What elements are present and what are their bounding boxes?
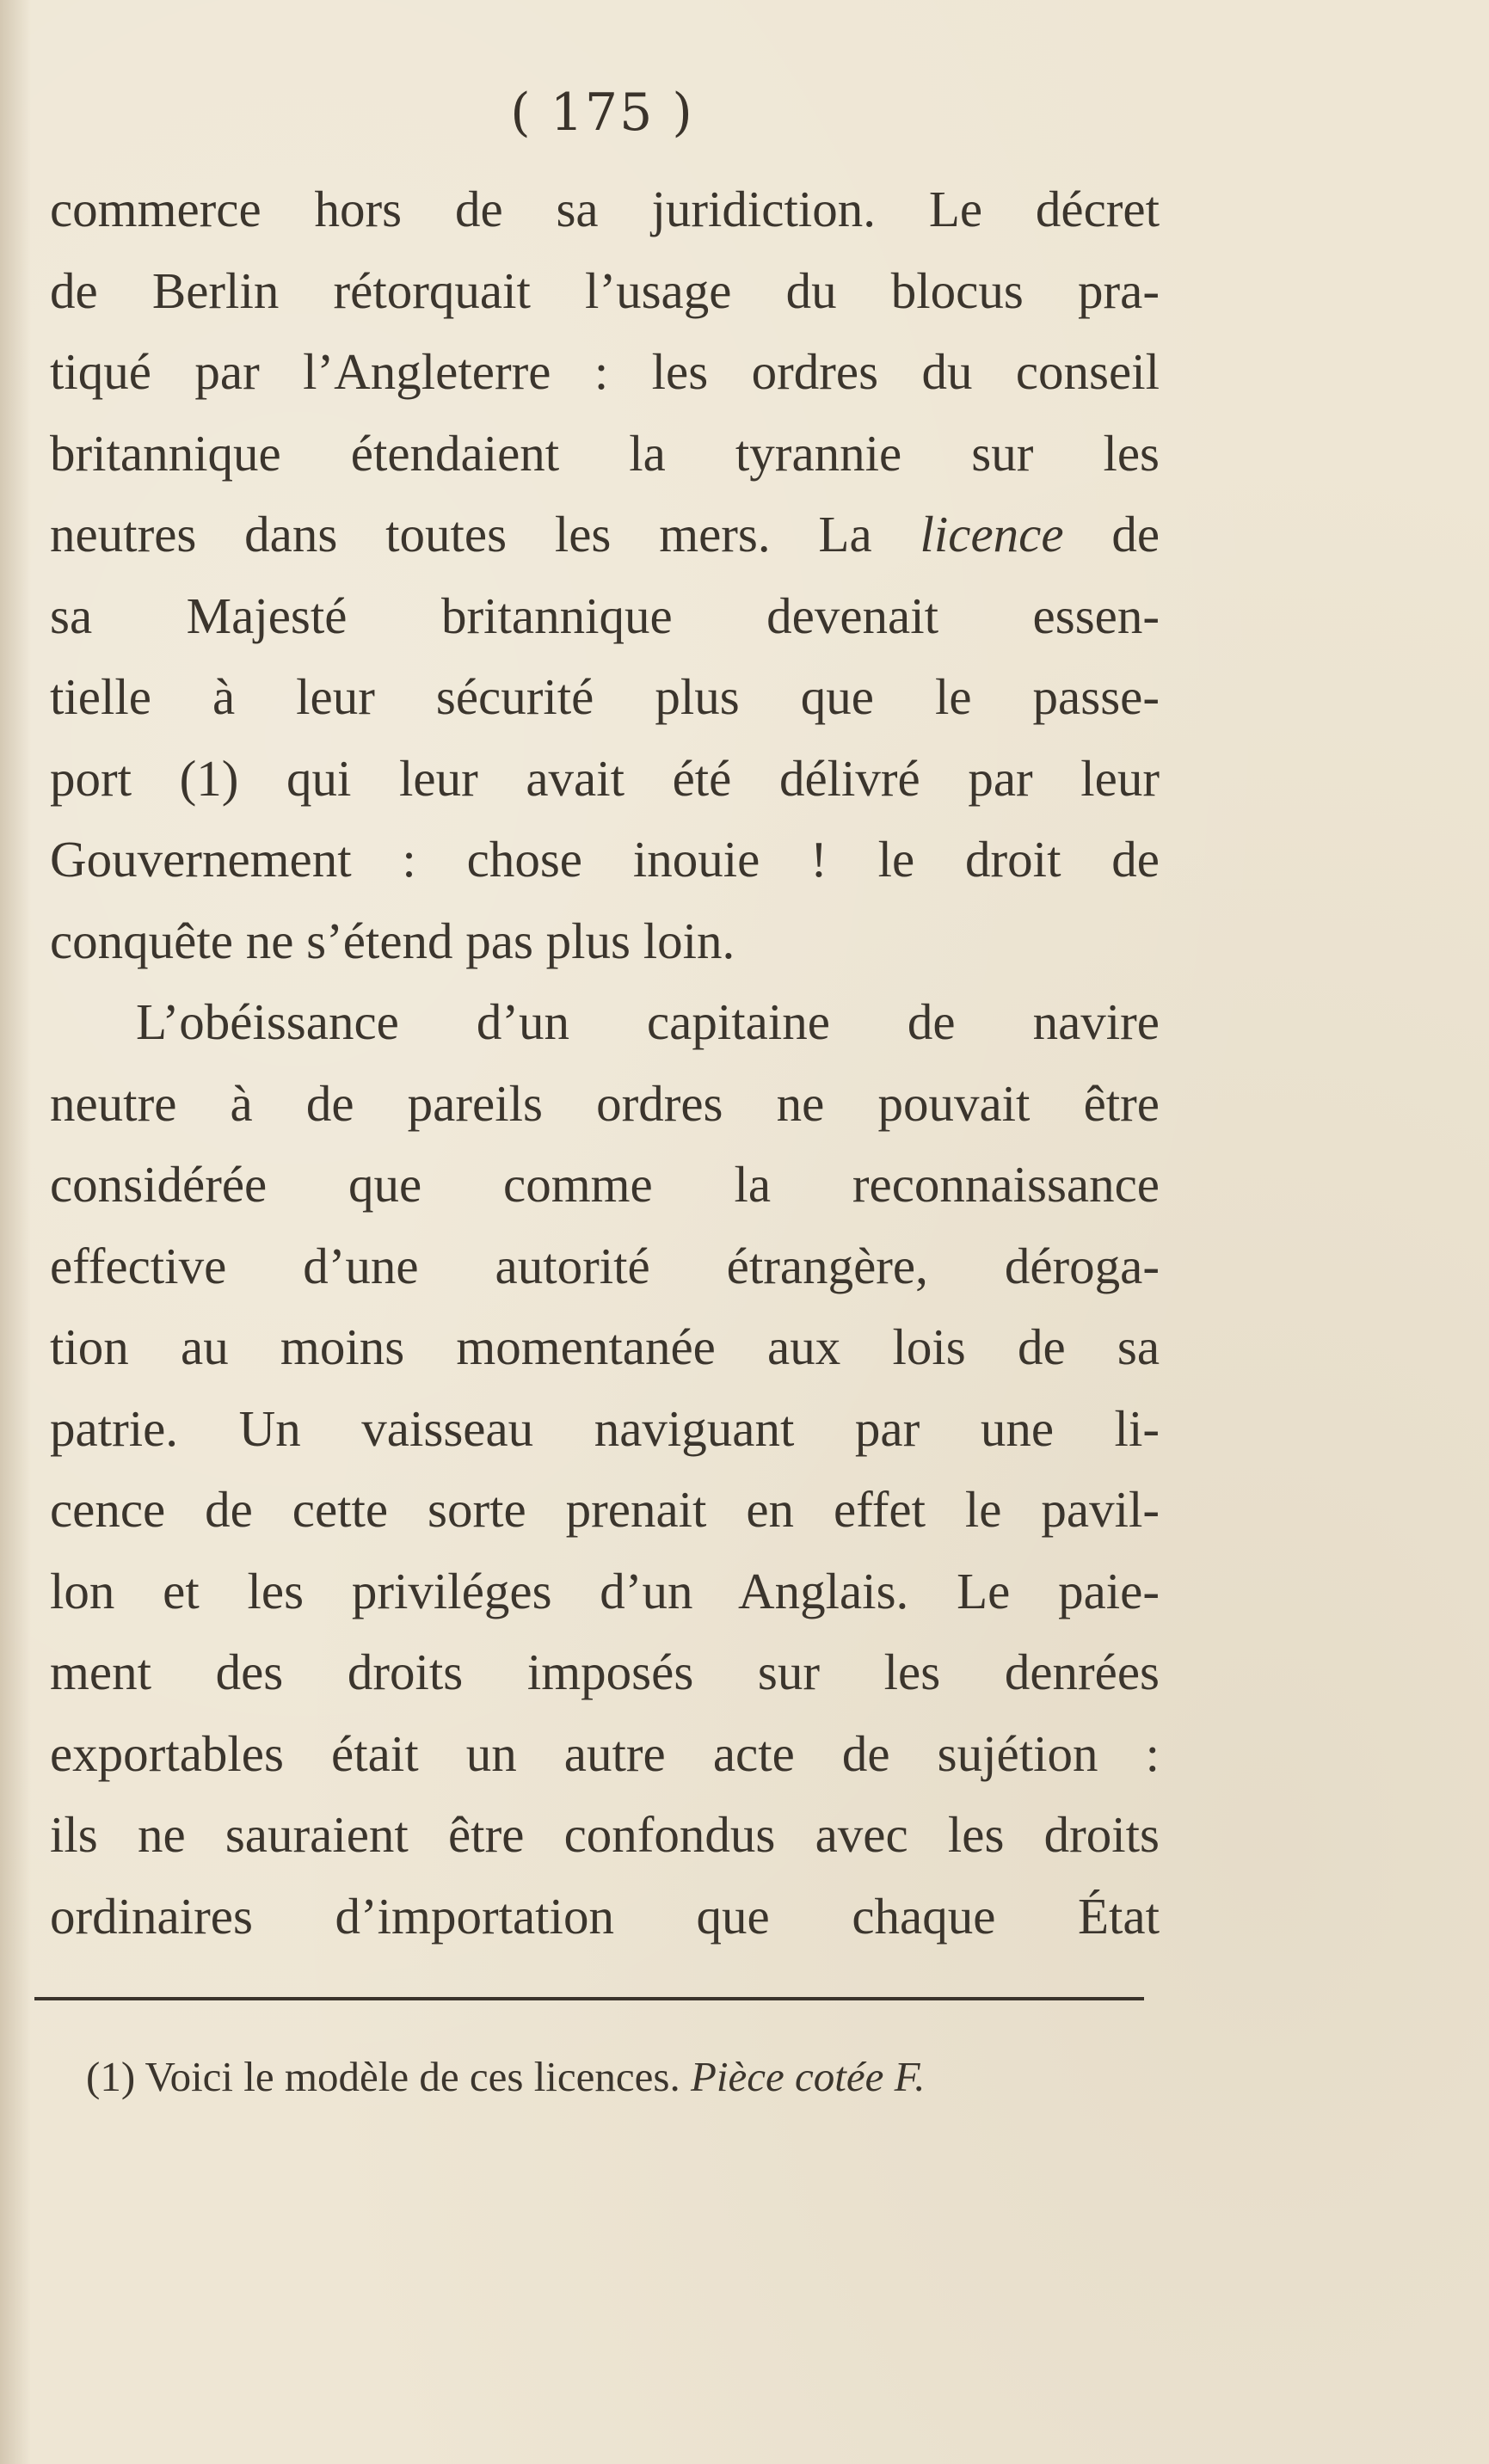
text-segment: conquête ne s’étend pas plus loin.: [50, 912, 735, 969]
text-segment: ils ne sauraient être confondus avec les droits: [50, 1806, 1160, 1863]
text-segment: commerce hors de sa juridiction. Le décret: [50, 181, 1160, 237]
text-segment: ordinaires d’importation que chaque État: [50, 1887, 1160, 1945]
text-segment: neutre à de pareils ordres ne pouvait être: [50, 1074, 1160, 1132]
text-segment: considérée que comme la reconnaissance: [50, 1156, 1160, 1213]
text-line: [50, 413, 1160, 495]
text-line: [50, 1469, 1160, 1551]
text-line: [50, 1306, 1160, 1388]
text-line: [50, 1388, 1160, 1470]
text-line: [50, 900, 1160, 982]
text-segment: neutres dans toutes les mers. La: [50, 506, 920, 562]
text-line: [50, 1551, 1160, 1632]
italic-word: licence: [920, 506, 1064, 562]
text-segment: de Berlin rétorquait l’usage du blocus pra-: [50, 261, 1160, 319]
footnote: [86, 2051, 1144, 2103]
footnote-separator-rule: [34, 1997, 1144, 2000]
text-line: [50, 494, 1160, 575]
text-line: [50, 981, 1160, 1063]
text-segment: patrie. Un vaisseau naviguant par une li-: [50, 1399, 1160, 1457]
text-segment: effective d’une autorité étrangère, déroga-: [50, 1237, 1160, 1294]
text-segment: britannique étendaient la tyrannie sur les: [50, 424, 1160, 482]
text-line: [50, 738, 1160, 820]
footnote-text: (1) Voici le modèle de ces licences.: [86, 2053, 691, 2100]
text-line: [50, 1713, 1160, 1795]
text-segment: ment des droits imposés sur les denrées: [50, 1644, 1160, 1700]
text-segment: port (1) qui leur avait été délivré par leur: [50, 749, 1160, 807]
text-line: [50, 1063, 1160, 1145]
page-number: ( 175 ): [510, 83, 694, 143]
body-text: [50, 169, 1160, 1957]
text-segment: sa Majesté britannique devenait essen-: [50, 587, 1160, 644]
text-segment: tiqué par l’Angleterre : les ordres du conseil: [50, 343, 1160, 400]
text-line: [50, 1226, 1160, 1307]
text-line: [50, 1794, 1160, 1876]
text-line: [50, 1631, 1160, 1713]
text-segment: exportables était un autre acte de sujétion :: [50, 1724, 1160, 1782]
text-segment: lon et les priviléges d’un Anglais. Le paie-: [50, 1562, 1160, 1619]
text-line: [50, 1876, 1160, 1957]
text-line: [50, 250, 1160, 332]
text-line: [50, 1144, 1160, 1226]
text-line: [50, 169, 1160, 250]
text-line: [50, 656, 1160, 738]
text-line: [50, 819, 1160, 900]
text-segment: cence de cette sorte prenait en effet le pavil-: [50, 1481, 1160, 1538]
text-line: [50, 575, 1160, 657]
text-segment: tion au moins momentanée aux lois de sa: [50, 1318, 1160, 1375]
footnote-italic-reference: Pièce cotée F.: [691, 2053, 926, 2100]
text-segment: L’obéissance d’un capitaine de navire: [136, 993, 1160, 1050]
text-segment: Gouvernement : chose inouie ! le droit de: [50, 831, 1160, 888]
text-segment: de: [1063, 506, 1160, 562]
page-gutter-shadow: [0, 0, 31, 2464]
text-line: [50, 331, 1160, 413]
text-segment: tielle à leur sécurité plus que le passe-: [50, 668, 1160, 725]
